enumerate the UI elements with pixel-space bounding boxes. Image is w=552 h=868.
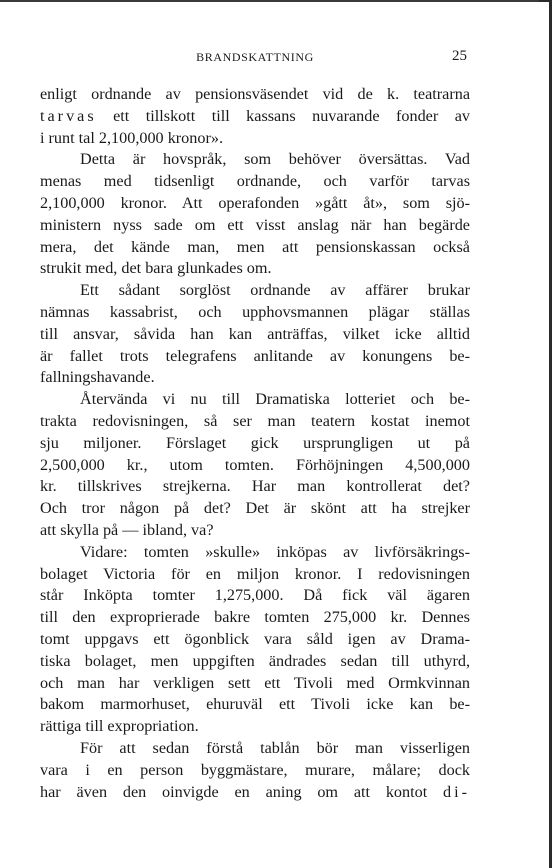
text-line: har även den oinvigde en aning om att kontot di-: [40, 782, 470, 801]
running-head: [40, 48, 470, 66]
text-line: Vidare: tomten »skulle» inköpas av livförsäkrings-: [80, 542, 470, 561]
text-line: För att sedan förstå tablån bör man visserligen: [80, 738, 470, 757]
text-line: kr. tillskrives strejkerna. Har man kontrollerat det?: [40, 477, 470, 496]
text-line: står Inköpta tomter 1,275,000. Då fick väl ägaren: [40, 586, 470, 605]
text-line: ministern nyss sade om ett visst anslag när han begärde: [40, 215, 470, 234]
text-line: bolaget Victoria för en miljon kronor. I redovisningen: [40, 564, 470, 583]
text-line: tomt uppgavs ett ögonblick vara såld igen av Drama-: [40, 629, 470, 648]
text-line: trakta redovisningen, så ser man teatern kostat inemot: [40, 411, 470, 430]
text-line: strukit med, det bara glunkades om.: [40, 259, 272, 278]
text-line: Ett sådant sorglöst ordnande av affärer brukar: [80, 281, 470, 300]
text-line: bakom marmorhuset, ehuruväl ett Tivoli icke kan be-: [40, 695, 470, 714]
text-line: 2,500,000 kr., utom tomten. Förhöjningen 4,500,000: [40, 455, 470, 474]
text-line: i runt tal 2,100,000 kronor».: [40, 128, 223, 147]
text-line: enligt ordnande av pensionsväsendet vid de k. teatrarna: [40, 85, 470, 103]
text-line: att skylla på — ibland, va?: [40, 520, 214, 539]
running-title: BRANDSKATTNING: [196, 50, 314, 64]
spaced-emphasis: di-: [443, 782, 470, 801]
spaced-emphasis: tarvas: [40, 106, 97, 125]
text-line: är fallet trots telegrafens anlitande av konungens be-: [40, 346, 470, 365]
text-line: Detta är hovspråk, som behöver översättas. Vad: [80, 150, 470, 169]
text-line: nämnas kassabrist, och upphovsmannen plägar ställas: [40, 302, 470, 321]
text-line: fallningshavande.: [40, 368, 155, 387]
text-line: Återvända vi nu till Dramatiska lotteriet och be-: [80, 390, 470, 409]
text-line: rättiga till expropriation.: [40, 717, 199, 736]
top-edge-rule: [0, 0, 552, 2]
text-line: till ansvar, såvida han kan anträffas, vilket icke alltid: [40, 324, 470, 343]
text-line: menas med tidsenligt ordnande, och varför tarvas: [40, 172, 470, 191]
text-line: 2,100,000 kronor. Att operafonden »gått åt», som sjö-: [40, 193, 470, 212]
text-line: tarvas ett tillskott till kassans nuvarande fonder av: [40, 106, 470, 125]
text-line: Och tror någon på det? Det är skönt att ha strejker: [40, 499, 470, 518]
text-line: till den exproprierade bakre tomten 275,000 kr. Dennes: [40, 608, 470, 627]
text-line: mera, det kände man, men att pensionskassan också: [40, 237, 470, 256]
text-line: vara i en person byggmästare, murare, målare; dock: [40, 760, 470, 779]
body-text: [40, 84, 470, 803]
text-line: tiska bolaget, men uppgiften ändrades sedan till uthyrd,: [40, 651, 470, 670]
page-number: 25: [452, 48, 467, 64]
text-line: och man har verkligen sett ett Tivoli med Ormkvinnan: [40, 673, 470, 692]
corner-mark: [539, 0, 552, 12]
text-line: sju miljoner. Förslaget gick ursprungligen ut på: [40, 433, 470, 452]
